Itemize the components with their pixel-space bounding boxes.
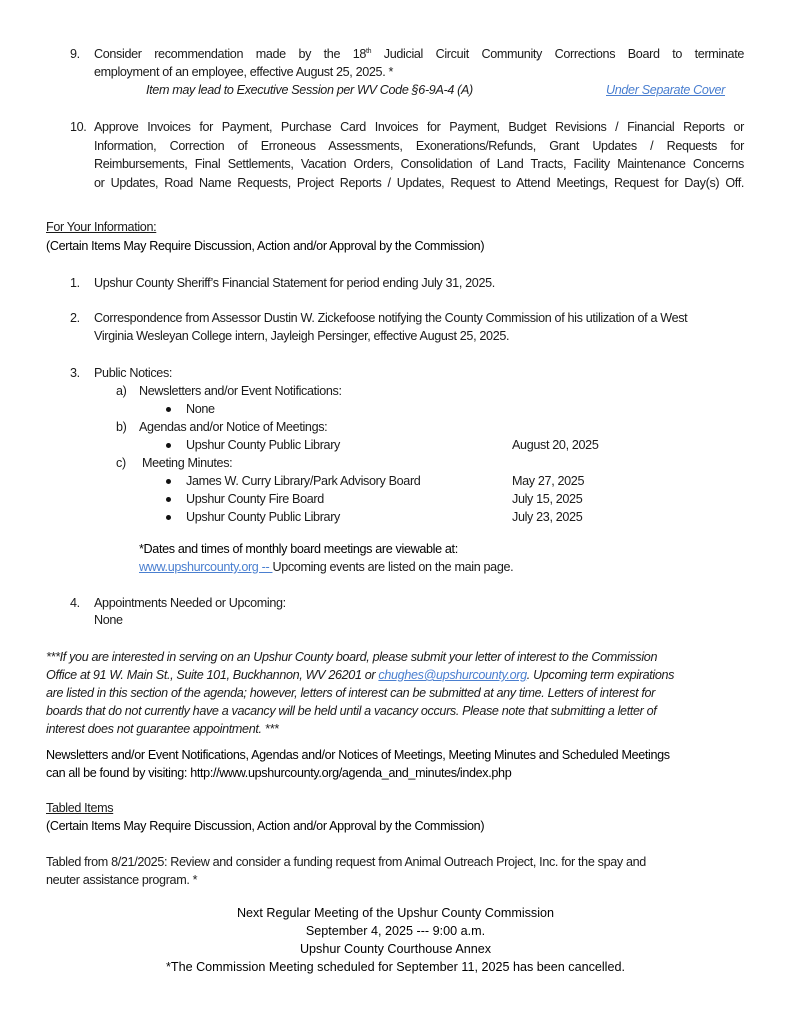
item-number: 1. [70, 276, 80, 290]
notice-date: August 20, 2025 [512, 438, 599, 452]
cancellation-note: *The Commission Meeting scheduled for September 11, 2025 has been cancelled. [165, 960, 625, 974]
subsection-letter: b) [116, 420, 127, 434]
bullet-icon [166, 407, 171, 412]
item-text-line: Approve Invoices for Payment, Purchase Card Invoices for Payment, Budget Revisions / Financial Reports or [94, 120, 744, 134]
item-number: 10. [70, 120, 87, 134]
next-meeting-title: Next Regular Meeting of the Upshur County Commission [236, 906, 555, 920]
subsection-label: Newsletters and/or Event Notifications: [139, 384, 342, 398]
bullet-icon [166, 497, 171, 502]
item-number: 9. [70, 47, 80, 61]
notice-date: July 15, 2025 [512, 492, 583, 506]
site-line: www.upshurcounty.org -- Upcoming events are listed on the main page. [139, 560, 514, 574]
tabled-item-line: Tabled from 8/21/2025: Review and consider a funding request from Animal Outreach Project, Inc. for the spay and [46, 855, 646, 869]
notice-entry: None [186, 402, 215, 416]
subsection-letter: c) [116, 456, 126, 470]
notice-date: July 23, 2025 [512, 510, 583, 524]
subsection-label: Meeting Minutes: [142, 456, 233, 470]
item-text-line: Information, Correction of Erroneous Assessments, Exonerations/Refunds, Grant Updates / Requests for [94, 139, 744, 153]
notice-line: interest does not guarantee appointment. *** [46, 722, 279, 736]
fyi-item-2-line: Correspondence from Assessor Dustin W. Zickefoose notifying the County Commission of his utilization of a West [94, 311, 688, 325]
fyi-item-2-line: Virginia Wesleyan College intern, Jayleigh Persinger, effective August 25, 2025. [94, 329, 510, 343]
subsection-letter: a) [116, 384, 127, 398]
item-text-line: Reimbursements, Final Settlements, Vacation Orders, Consolidation of Land Tracts, Facility Maintenance Concerns [94, 157, 744, 171]
fyi-item-1: Upshur County Sheriff’s Financial Statement for period ending July 31, 2025. [94, 276, 495, 290]
item-text-line: employment of an employee, effective August 25, 2025. * [94, 65, 394, 79]
section-subheading: (Certain Items May Require Discussion, Action and/or Approval by the Commission) [46, 239, 485, 253]
bullet-icon [166, 479, 171, 484]
email-link[interactable]: chughes@upshurcounty.org [378, 668, 527, 682]
bullet-icon [166, 443, 171, 448]
item-text-line: or Updates, Road Name Requests, Project Reports / Updates, Request to Attend Meetings, Request for Day(s) Off. [94, 176, 744, 190]
under-separate-cover-link[interactable]: Under Separate Cover [606, 83, 726, 97]
notice-line: boards that do not currently have a vacancy will be held until a vacancy occurs. Please note that submitting a letter of [46, 704, 657, 718]
section-heading: For Your Information: [46, 220, 157, 234]
item-number: 3. [70, 366, 80, 380]
item-text-line: Consider recommendation made by the 18th Judicial Circuit Community Corrections Board to terminate [94, 47, 744, 61]
resources-line: can all be found by visiting: http://www.upshurcounty.org/agenda_and_minutes/index.php [46, 766, 512, 780]
notice-line: Office at 91 W. Main St., Suite 101, Buckhannon, WV 26201 or chughes@upshurcounty.org. Upcoming term expirations [46, 668, 675, 682]
next-meeting-datetime: September 4, 2025 --- 9:00 a.m. [305, 924, 486, 938]
dates-note: *Dates and times of monthly board meetings are viewable at: [139, 542, 458, 556]
upshurcounty-site-link[interactable]: www.upshurcounty.org -- [139, 560, 273, 574]
executive-session-note: Item may lead to Executive Session per WV Code §6-9A-4 (A) [146, 83, 473, 97]
item-number: 4. [70, 596, 80, 610]
notice-entry: Upshur County Fire Board [186, 492, 324, 506]
notice-entry: Upshur County Public Library [186, 510, 340, 524]
notice-line: ***If you are interested in serving on an Upshur County board, please submit your letter of interest to the Commission [46, 650, 658, 664]
bullet-icon [166, 515, 171, 520]
subsection-label: Agendas and/or Notice of Meetings: [139, 420, 328, 434]
notice-date: May 27, 2025 [512, 474, 585, 488]
resources-line: Newsletters and/or Event Notifications, Agendas and/or Notices of Meetings, Meeting Minutes and Scheduled Meetings [46, 748, 670, 762]
appointments-value: None [94, 613, 123, 627]
notice-line: are listed in this section of the agenda; however, letters of interest can be submitted at any time. Letters of interest for [46, 686, 656, 700]
notice-entry: Upshur County Public Library [186, 438, 340, 452]
section-subheading: (Certain Items May Require Discussion, Action and/or Approval by the Commission) [46, 819, 485, 833]
public-notices-label: Public Notices: [94, 366, 173, 380]
item-number: 2. [70, 311, 80, 325]
next-meeting-location: Upshur County Courthouse Annex [299, 942, 492, 956]
notice-entry: James W. Curry Library/Park Advisory Board [186, 474, 421, 488]
section-heading: Tabled Items [46, 801, 114, 815]
tabled-item-line: neuter assistance program. * [46, 873, 198, 887]
appointments-label: Appointments Needed or Upcoming: [94, 596, 286, 610]
